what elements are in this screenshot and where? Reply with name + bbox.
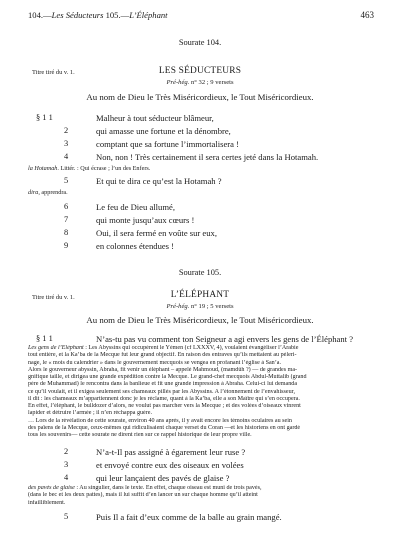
sourate-105-heading: Sourate 105. — [178, 268, 222, 277]
verse-105-3: et envoyé contre eux des oiseaux en volées — [96, 460, 244, 470]
page-number: 463 — [360, 10, 374, 20]
note-line: (dans le bec et les deux pattes), mais il lui suffit d’en lancer un sur chaque homme qu’il atteint — [28, 492, 258, 499]
prehej-label: Pré-hég. — [166, 303, 190, 310]
header-prefix: 104.— — [28, 10, 52, 20]
sourate-105-title: L’ÉLÉPHANT — [170, 290, 230, 300]
verse-104-2-number: 2 — [64, 126, 69, 135]
commentary-line: nage, le « mois du calendrier » dans le gouvernement mecquois se vengea en profanant l’église à San’a. — [28, 359, 281, 366]
note-line: infailliblement. — [28, 499, 66, 506]
verse-105-2: N’a-t-Il pas assigné à égarement leur ruse ? — [96, 447, 246, 457]
verse-105-2-number: 2 — [64, 447, 69, 456]
verse-104-5: Et qui te dira ce qu’est la Hotamah ? — [96, 176, 222, 186]
verse-104-8-number: 8 — [64, 228, 69, 237]
verse-104-8: Oui, il sera fermé en voûte sur eux, — [96, 228, 217, 238]
prehej-label: Pré-hég. — [166, 79, 190, 86]
sourate-105-prehej — [0, 303, 400, 310]
note-dira — [28, 189, 68, 196]
verse-104-5-number: 5 — [64, 176, 69, 185]
verse-104-7: qui monte jusqu’aux cœurs ! — [96, 215, 195, 225]
sourate-104-side-note: Titre tiré du v. 1. — [32, 69, 75, 76]
sourate-104-basmala: Au nom de Dieu le Très Miséricordieux, le Tout Miséricordieux. — [86, 92, 314, 102]
sourate-104-title: LES SÉDUCTEURS — [158, 66, 242, 76]
note-dira-term: dira — [28, 189, 39, 196]
commentary-line: tout entière, et la Ka’ba de la Mecque fut leur grand objectif. En raison des entraves qu’ils mettaient au pèleri- — [28, 352, 297, 359]
sourate-105-basmala: Au nom de Dieu le Très Miséricordieux, le Tout Miséricordieux. — [86, 315, 314, 325]
commentary-line: il dit : les chameaux m’appartiennent donc je les réclame, quant à la Ka’ba, elle a son Maître qui s’en occupera. — [28, 395, 300, 402]
prehej-value: n° 19 ; 5 versets — [189, 303, 234, 310]
verse-105-1: N’as-tu pas vu comment ton Seigneur a agi envers les gens de l’Éléphant ? — [96, 334, 354, 344]
verse-104-1-number: § 1 1 — [36, 113, 53, 122]
header-title-1: Les Séducteurs — [51, 10, 104, 20]
verse-105-3-number: 3 — [64, 460, 69, 469]
verse-104-7-number: 7 — [64, 215, 69, 224]
sourate-104-heading: Sourate 104. — [178, 38, 222, 47]
verse-104-9: en colonnes étendues ! — [96, 241, 175, 251]
verse-104-9-number: 9 — [64, 241, 69, 250]
note-paves-de-glaise — [28, 485, 368, 507]
verse-104-6: Le feu de Dieu allumé, — [96, 202, 175, 212]
verse-104-2: qui amasse une fortune et la dénombre, — [96, 126, 231, 136]
header-title-2: L’Éléphant — [129, 10, 168, 20]
verse-104-6-number: 6 — [64, 202, 69, 211]
note-hotamah-term: la Hotamah — [28, 165, 58, 172]
commentary-line: En effet, l’éléphant, le bulldozer d’alors, ne voulut pas marcher vers la Mecque ; et des volées d’oiseaux vinrent — [28, 403, 301, 409]
note-line: des pavés de glaise : Au singulier, dans le texte. En effet, chaque oiseau est muni de trois pavés, — [28, 485, 262, 491]
commentary-line: des païens de la Mecque, ceux-mêmes qui ridiculisaient chaque verset du Coran —et les historiens en ont gardé — [28, 424, 301, 431]
verse-105-4: qui leur lançaient des pavés de glaise ? — [96, 473, 230, 483]
verse-105-1-number: § 1 1 — [36, 334, 53, 343]
commentary-line: ce qu’il voulait, et il exigea seulement ses chameaux pillés par les Abyssins. A l’étonnement de l’envahisseur, — [28, 388, 295, 395]
note-dira-text: , apprendra. — [38, 189, 68, 196]
note-hotamah — [28, 165, 150, 172]
verse-105-4-number: 4 — [64, 473, 69, 482]
commentary-line: lapider et détruire l’armée ; il n’en réchappa guère. — [28, 410, 153, 417]
commentary-line: Les gens de l’Éléphant : Les Abyssins qui occupèrent le Yémen (cf LXXXV, 4), voulaient évangéliser l’Arabie — [28, 345, 299, 351]
commentary-line: père de Muhammad) le rencontra dans la banlieue et fit une grande impression à Abraha. Celui-ci lui demanda — [28, 381, 298, 388]
commentary-line: tous les souvenirs— cette sourate ne dirent rien sur ce rappel historique de leur propre ville. — [28, 432, 252, 438]
sourate-104-prehej — [0, 79, 400, 86]
prehej-value: n° 32 ; 9 versets — [189, 79, 234, 86]
verse-104-1: Malheur à tout séducteur blâmeur, — [96, 113, 214, 123]
verse-105-5: Puis Il a fait d’eux comme de la balle au grain mangé. — [96, 512, 282, 522]
commentary-line: Alors le gouverneur abyssin, Abraha, fit venir un éléphant – appelé Mahmoud, (mamdûh ?) — de grandes ma- — [28, 366, 298, 373]
sourate-105-side-note: Titre tiré du v. 1. — [32, 294, 75, 301]
header-mid: 105.— — [103, 10, 130, 20]
verse-104-4: Non, non ! Très certainement il sera certes jeté dans la Hotamah. — [96, 152, 319, 162]
verse-104-3: comptant que sa fortune l’immortalisera ! — [96, 139, 239, 149]
commentary-elephant — [28, 345, 368, 439]
commentary-line: … Lors de la révélation de cette sourate, environ 40 ans après, il y avait encore les témoins oculaires au sein — [28, 417, 292, 424]
running-header — [28, 10, 168, 20]
verse-104-3-number: 3 — [64, 139, 69, 148]
commentary-line: gnifique taille, et dirigea une grande expédition contre la Mecque. Le grand-chef mecquois Abdul-Muttalib (grand — [28, 374, 307, 380]
note-hotamah-text: . Littér. : Qui écrase ; l’un des Enfers. — [57, 165, 151, 172]
verse-105-5-number: 5 — [64, 512, 69, 521]
commentary-term: Les gens de l’Éléphant — [28, 345, 84, 351]
verse-104-4-number: 4 — [64, 152, 69, 161]
note-term: des pavés de glaise — [28, 485, 75, 491]
